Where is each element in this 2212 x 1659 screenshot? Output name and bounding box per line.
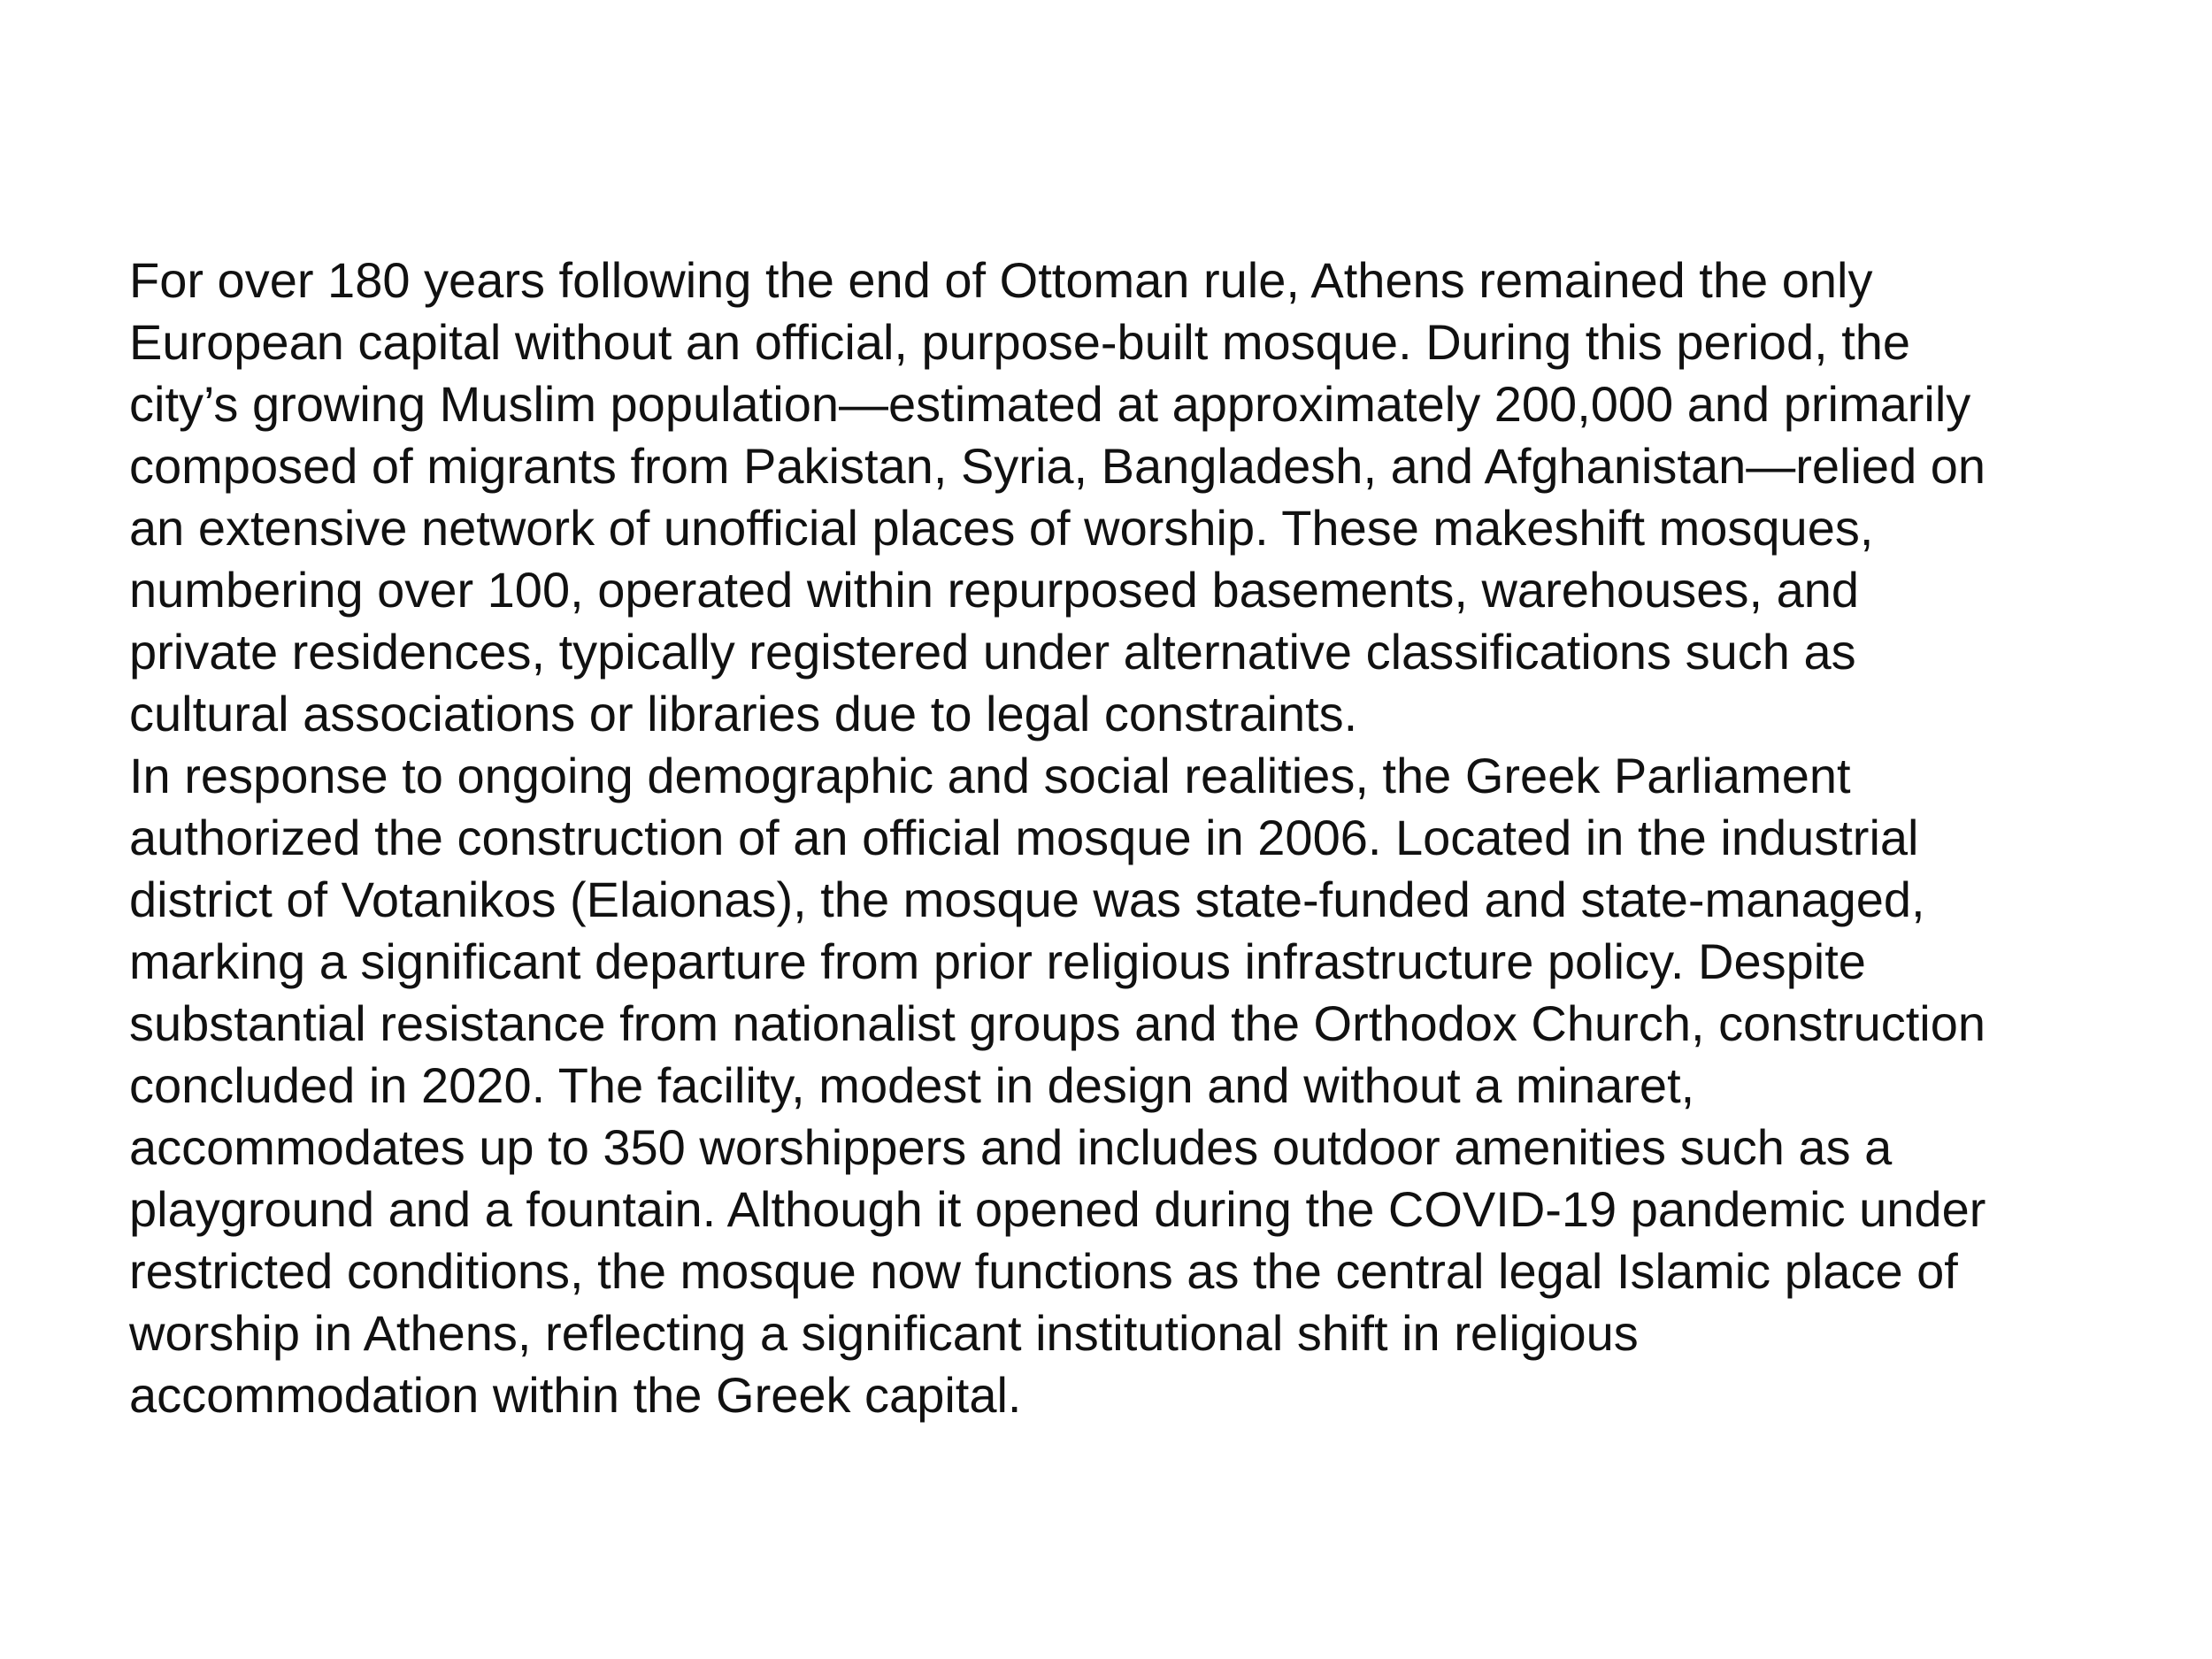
text-line: district of Votanikos (Elaionas), the mosque was state-funded and state-managed,	[129, 872, 1925, 927]
text-line: city’s growing Muslim population—estimated at approximately 200,000 and primarily	[129, 376, 1971, 432]
text-line: substantial resistance from nationalist groups and the Orthodox Church, construction	[129, 995, 1986, 1051]
paragraph-athens-history	[129, 250, 2164, 745]
text-line: accommodates up to 350 worshippers and includes outdoor amenities such as a	[129, 1119, 1893, 1175]
text-line: playground and a fountain. Although it opened during the COVID-19 pandemic under	[129, 1181, 1986, 1237]
text-line: composed of migrants from Pakistan, Syria, Bangladesh, and Afghanistan—relied on	[129, 438, 1986, 494]
text-line: private residences, typically registered under alternative classifications such as	[129, 624, 1856, 680]
text-line: an extensive network of unofficial places of worship. These makeshift mosques,	[129, 500, 1874, 556]
text-line: restricted conditions, the mosque now functions as the central legal Islamic place of	[129, 1243, 1958, 1299]
body-text	[129, 250, 2164, 1426]
text-line: For over 180 years following the end of Ottoman rule, Athens remained the only	[129, 252, 1873, 308]
text-line: worship in Athens, reflecting a significant institutional shift in religious	[129, 1305, 1639, 1361]
text-line: numbering over 100, operated within repurposed basements, warehouses, and	[129, 562, 1859, 618]
text-line: concluded in 2020. The facility, modest in design and without a minaret,	[129, 1057, 1695, 1113]
paragraph-official-mosque	[129, 745, 2164, 1426]
text-line: authorized the construction of an official mosque in 2006. Located in the industrial	[129, 810, 1919, 865]
text-line: In response to ongoing demographic and social realities, the Greek Parliament	[129, 748, 1851, 803]
text-line: accommodation within the Greek capital.	[129, 1367, 1022, 1423]
text-line: marking a significant departure from prior religious infrastructure policy. Despite	[129, 933, 1866, 989]
text-line: cultural associations or libraries due to legal constraints.	[129, 686, 1358, 741]
text-line: European capital without an official, purpose-built mosque. During this period, the	[129, 314, 1911, 370]
